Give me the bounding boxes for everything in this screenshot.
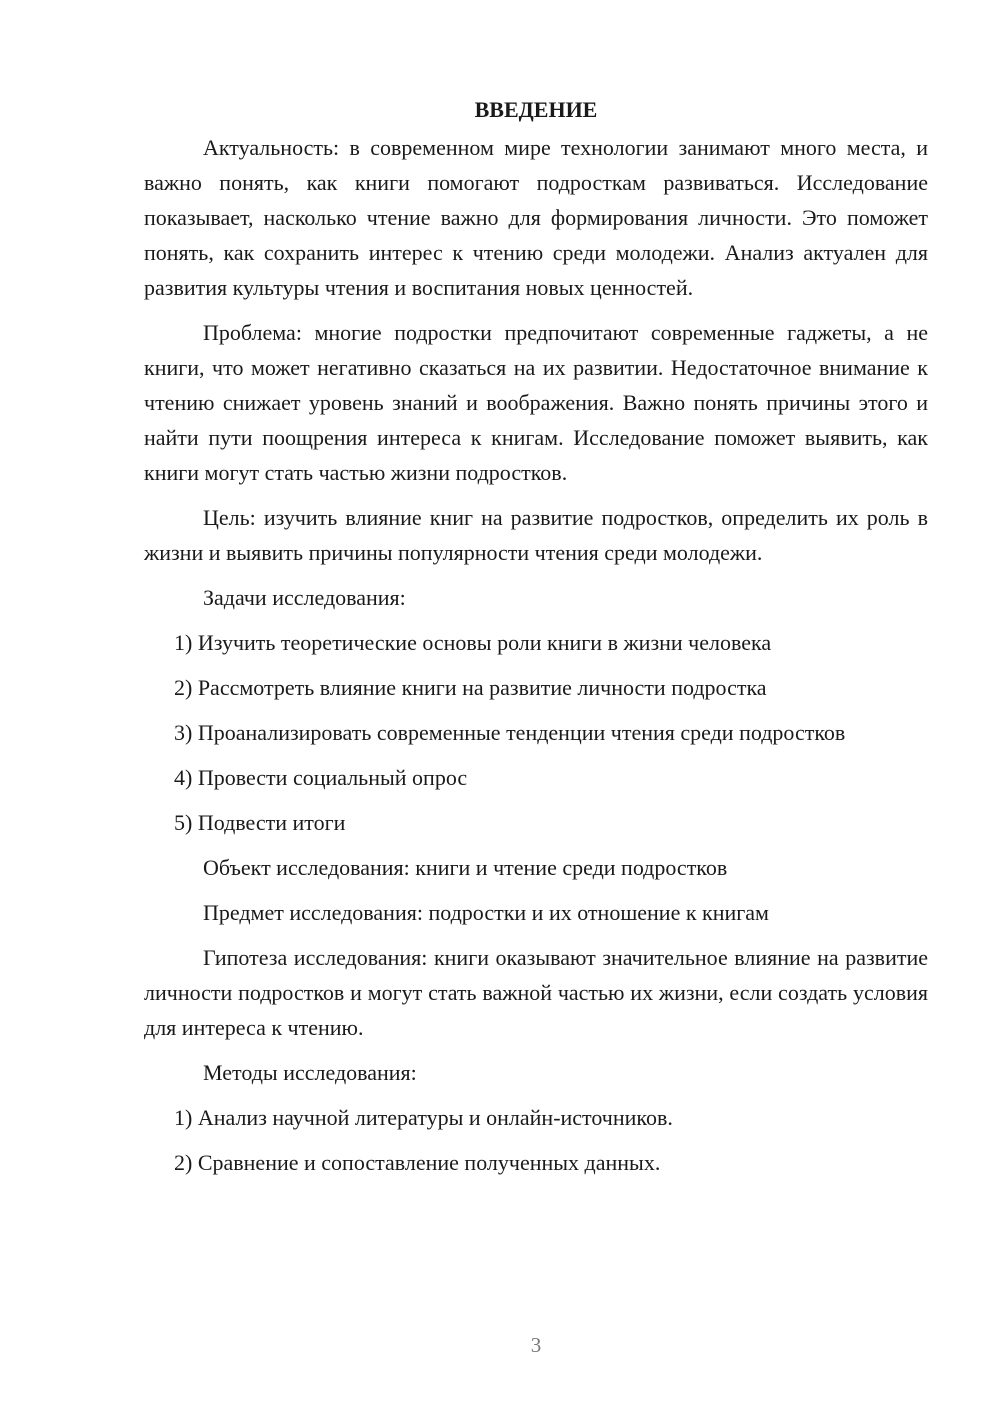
paragraph-goal: Цель: изучить влияние книг на развитие подростков, определить их роль в жизни и выявить причины популярности чтения среди молодежи. xyxy=(144,505,928,565)
paragraph-subject: Предмет исследования: подростки и их отношение к книгам xyxy=(203,900,769,925)
list-item-task-4: 4) Провести социальный опрос xyxy=(174,765,468,790)
list-item-task-2: 2) Рассмотреть влияние книги на развитие личности подростка xyxy=(174,675,767,700)
paragraph-problem: Проблема: многие подростки предпочитают современные гаджеты, а не книги, что может негативно сказаться на их развитии. Недостаточное внимание к чтению снижает уровень знаний и воображения. Важно понять причины этого и найти пути поощрения интереса к книгам. Исследование поможет выявить, как книги могут стать частью жизни подростков. xyxy=(144,320,928,485)
document-page xyxy=(144,92,928,1190)
tasks-heading: Задачи исследования: xyxy=(203,585,406,610)
paragraph-relevance: Актуальность: в современном мире технологии занимают много места, и важно понять, как книги помогают подросткам развиваться. Исследование показывает, насколько чтение важно для формирования личности. Это поможет понять, как сохранить интерес к чтению среди молодежи. Анализ актуален для развития культуры чтения и воспитания новых ценностей. xyxy=(144,135,928,300)
list-item-task-1: 1) Изучить теоретические основы роли книги в жизни человека xyxy=(174,630,772,655)
page-number: 3 xyxy=(530,1333,542,1357)
list-item-method-1: 1) Анализ научной литературы и онлайн-источников. xyxy=(174,1105,673,1130)
list-item-method-2: 2) Сравнение и сопоставление полученных данных. xyxy=(174,1150,661,1175)
list-item-task-3: 3) Проанализировать современные тенденции чтения среди подростков xyxy=(174,720,846,745)
methods-heading: Методы исследования: xyxy=(203,1060,417,1085)
paragraph-object: Объект исследования: книги и чтение среди подростков xyxy=(203,855,728,880)
list-item-task-5: 5) Подвести итоги xyxy=(174,810,346,835)
page-title: ВВЕДЕНИЕ xyxy=(474,97,598,122)
paragraph-hypothesis: Гипотеза исследования: книги оказывают значительное влияние на развитие личности подростков и могут стать важной частью их жизни, если создать условия для интереса к чтению. xyxy=(144,945,928,1040)
